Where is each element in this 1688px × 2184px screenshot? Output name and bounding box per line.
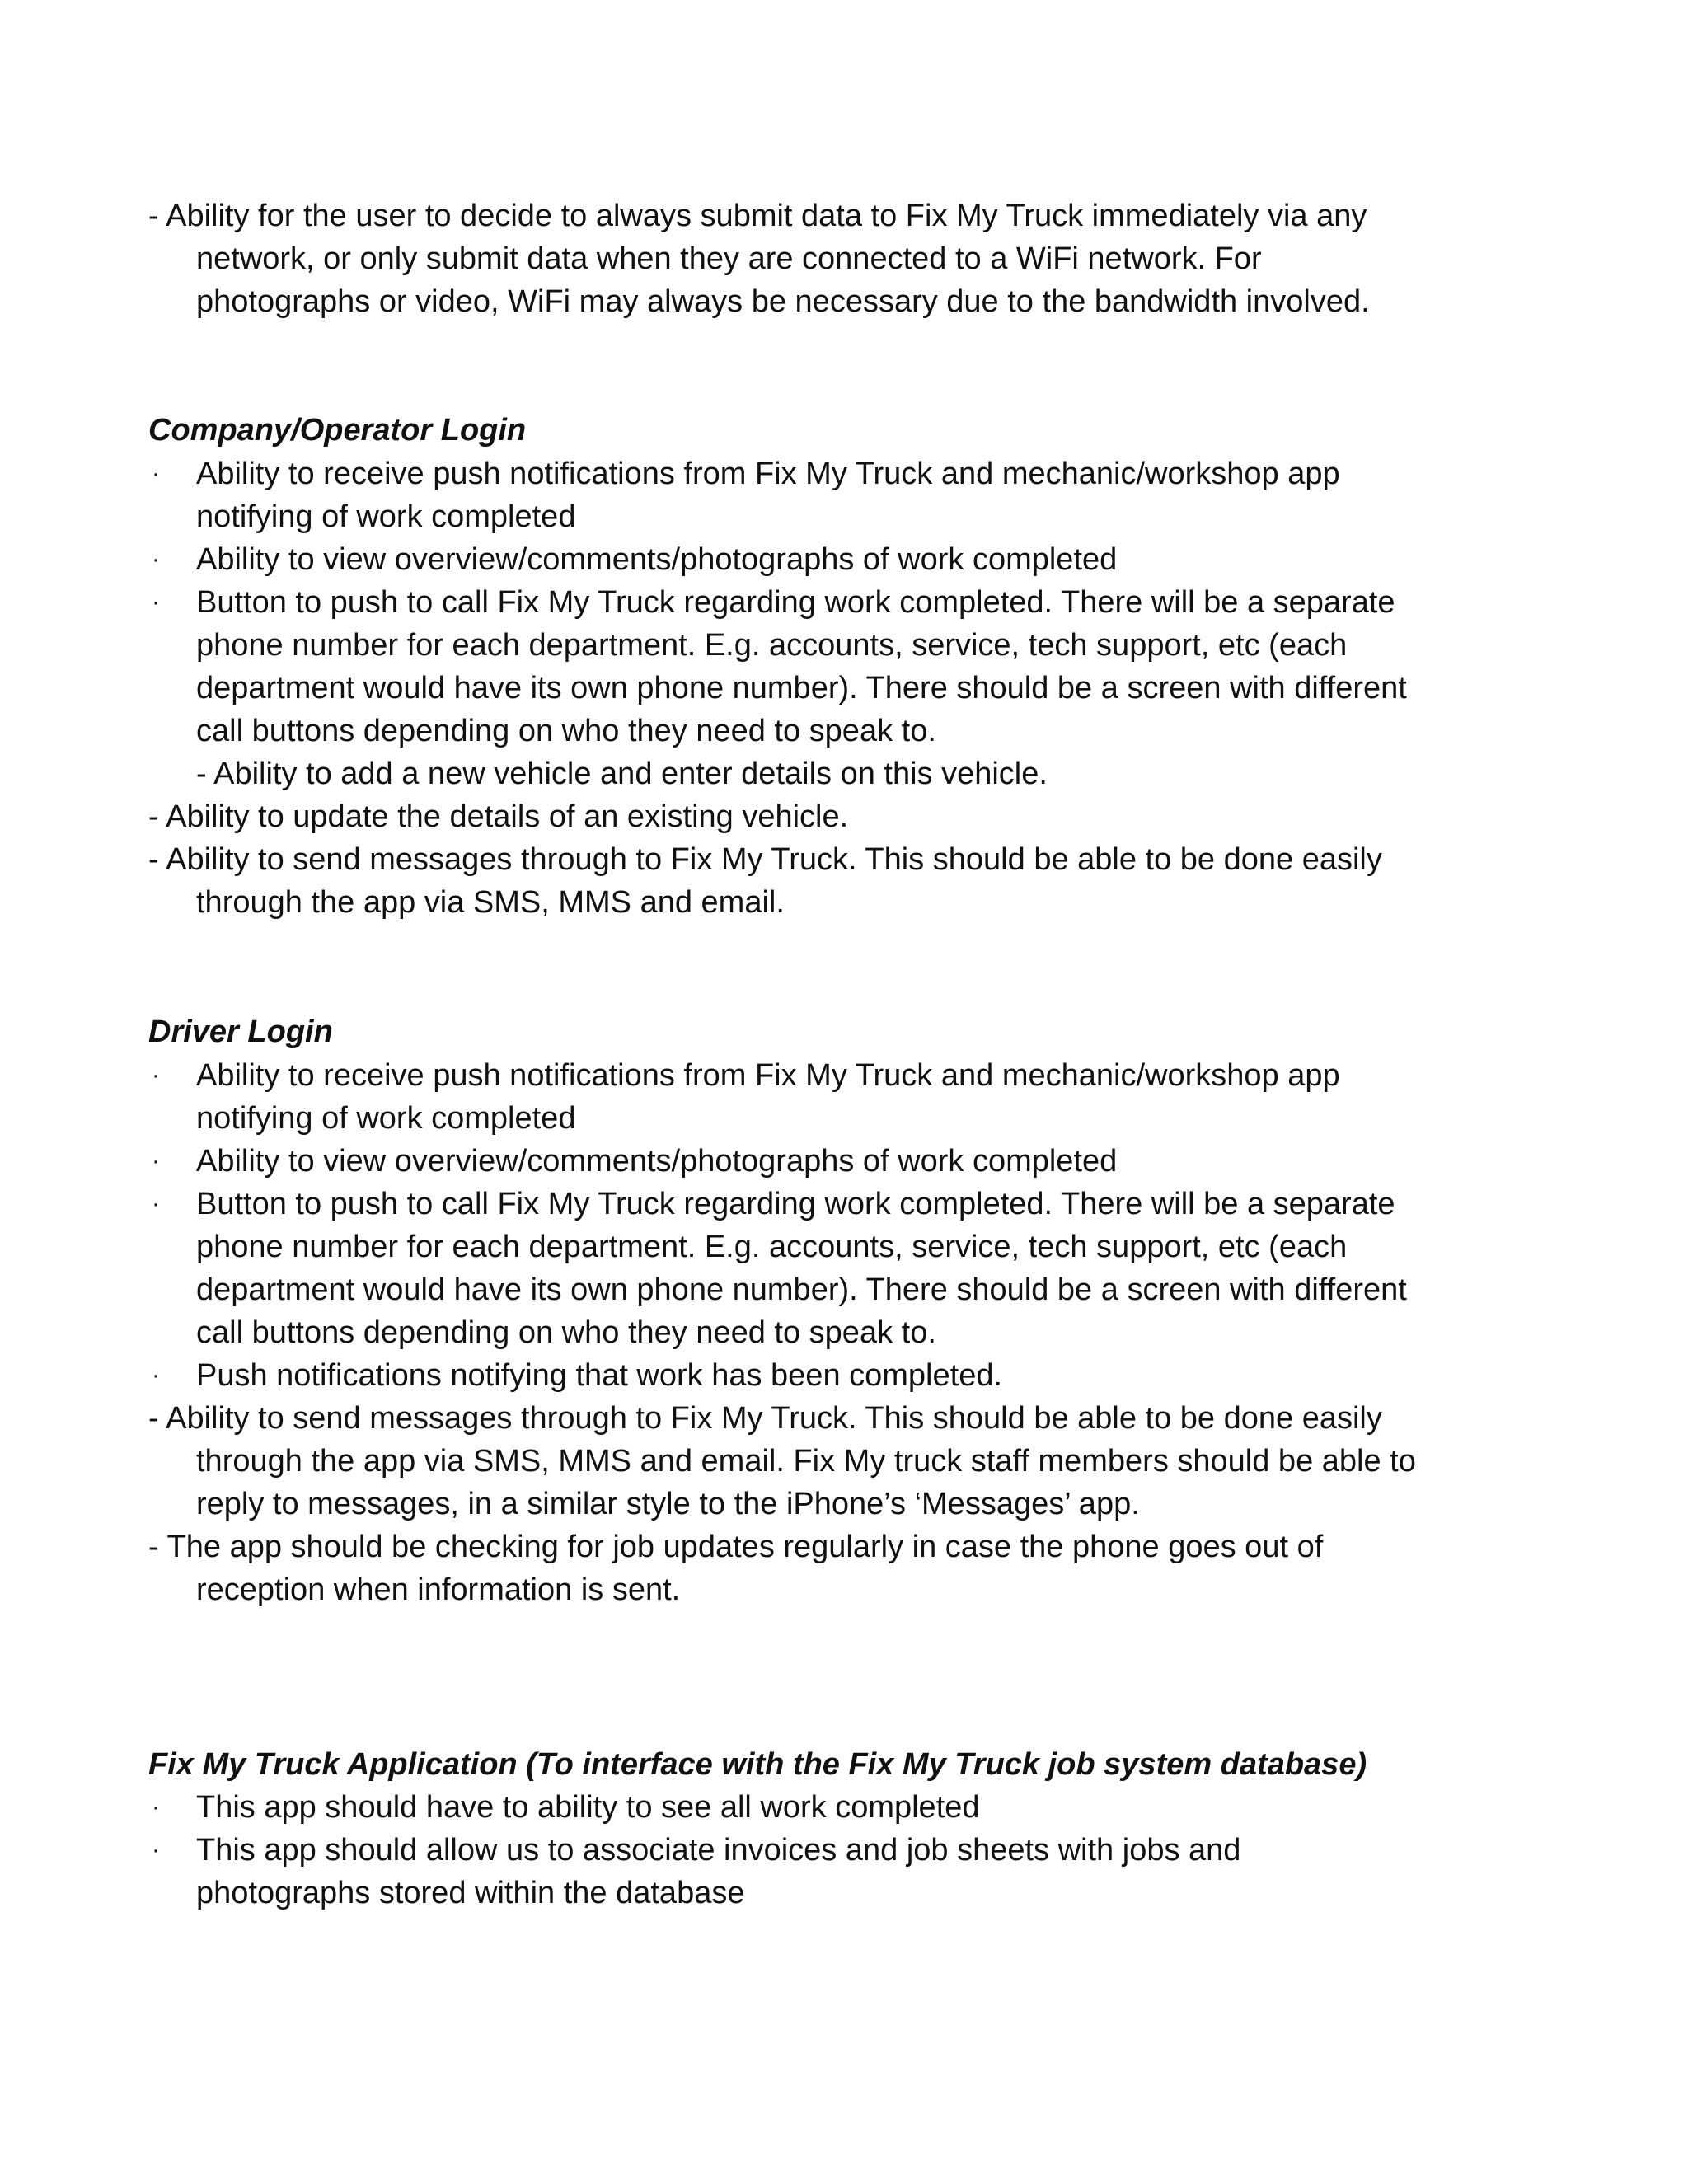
bullet-dot: · bbox=[152, 1361, 160, 1389]
driver-bullet-1-line-1: Ability to receive push notifications from Fix My Truck and mechanic/workshop app bbox=[196, 1058, 1340, 1093]
bullet-dot: · bbox=[152, 1147, 160, 1174]
driver-dash-1-line-2: through the app via SMS, MMS and email. Fix My truck staff members should be able to bbox=[196, 1444, 1416, 1479]
company-bullet-1-line-2: notifying of work completed bbox=[196, 499, 576, 534]
company-dash-2-line-1: - Ability to send messages through to Fix My Truck. This should be able to be done easily bbox=[148, 842, 1382, 877]
company-dash-1-line-1: - Ability to update the details of an existing vehicle. bbox=[148, 799, 849, 834]
driver-bullet-3-line-4: call buttons depending on who they need to speak to. bbox=[196, 1315, 936, 1350]
bullet-dot: · bbox=[152, 1836, 160, 1863]
driver-bullet-3-line-3: department would have its own phone number). There should be a screen with different bbox=[196, 1272, 1407, 1307]
intro-line-3: photographs or video, WiFi may always be necessary due to the bandwidth involved. bbox=[196, 284, 1370, 319]
section-heading-app: Fix My Truck Application (To interface with the Fix My Truck job system database) bbox=[148, 1747, 1367, 1782]
bullet-dot: · bbox=[152, 1793, 160, 1821]
company-bullet-3-line-2: phone number for each department. E.g. accounts, service, tech support, etc (each bbox=[196, 628, 1348, 663]
driver-dash-1-line-3: reply to messages, in a similar style to the iPhone’s ‘Messages’ app. bbox=[196, 1487, 1140, 1521]
company-bullet-3-line-3: department would have its own phone number). There should be a screen with different bbox=[196, 671, 1407, 705]
driver-bullet-3-line-2: phone number for each department. E.g. accounts, service, tech support, etc (each bbox=[196, 1230, 1348, 1264]
driver-bullet-3-line-1: Button to push to call Fix My Truck regarding work completed. There will be a separate bbox=[196, 1187, 1395, 1221]
bullet-dot: · bbox=[152, 1190, 160, 1217]
driver-bullet-1-line-2: notifying of work completed bbox=[196, 1101, 576, 1136]
app-bullet-2-line-1: This app should allow us to associate invoices and job sheets with jobs and bbox=[196, 1833, 1241, 1868]
company-bullet-2-line-1: Ability to view overview/comments/photographs of work completed bbox=[196, 542, 1118, 577]
driver-bullet-2-line-1: Ability to view overview/comments/photographs of work completed bbox=[196, 1144, 1118, 1179]
bullet-dot: · bbox=[152, 588, 160, 616]
section-heading-company: Company/Operator Login bbox=[148, 413, 527, 448]
driver-dash-2-line-2: reception when information is sent. bbox=[196, 1572, 681, 1607]
app-bullet-2-line-2: photographs stored within the database bbox=[196, 1876, 745, 1910]
dash-prefix: - bbox=[148, 199, 166, 233]
section-heading-driver: Driver Login bbox=[148, 1015, 333, 1049]
company-indented-dash: - Ability to add a new vehicle and enter details on this vehicle. bbox=[196, 757, 1048, 791]
intro-line-2: network, or only submit data when they are connected to a WiFi network. For bbox=[196, 241, 1262, 276]
app-bullet-1-line-1: This app should have to ability to see all work completed bbox=[196, 1790, 980, 1825]
company-bullet-1-line-1: Ability to receive push notifications from Fix My Truck and mechanic/workshop app bbox=[196, 457, 1340, 491]
intro-line-1: - Ability for the user to decide to always submit data to Fix My Truck immediately via any bbox=[148, 199, 1367, 233]
driver-dash-2-line-1: - The app should be checking for job updates regularly in case the phone goes out of bbox=[148, 1530, 1324, 1564]
driver-bullet-4-line-1: Push notifications notifying that work has been completed. bbox=[196, 1358, 1003, 1393]
bullet-dot: · bbox=[152, 1062, 160, 1089]
driver-dash-1-line-1: - Ability to send messages through to Fix My Truck. This should be able to be done easily bbox=[148, 1401, 1382, 1436]
company-bullet-3-line-1: Button to push to call Fix My Truck regarding work completed. There will be a separate bbox=[196, 585, 1395, 620]
company-dash-2-line-2: through the app via SMS, MMS and email. bbox=[196, 885, 785, 920]
bullet-dot: · bbox=[152, 460, 160, 487]
company-bullet-3-line-4: call buttons depending on who they need to speak to. bbox=[196, 714, 936, 748]
bullet-dot: · bbox=[152, 546, 160, 573]
